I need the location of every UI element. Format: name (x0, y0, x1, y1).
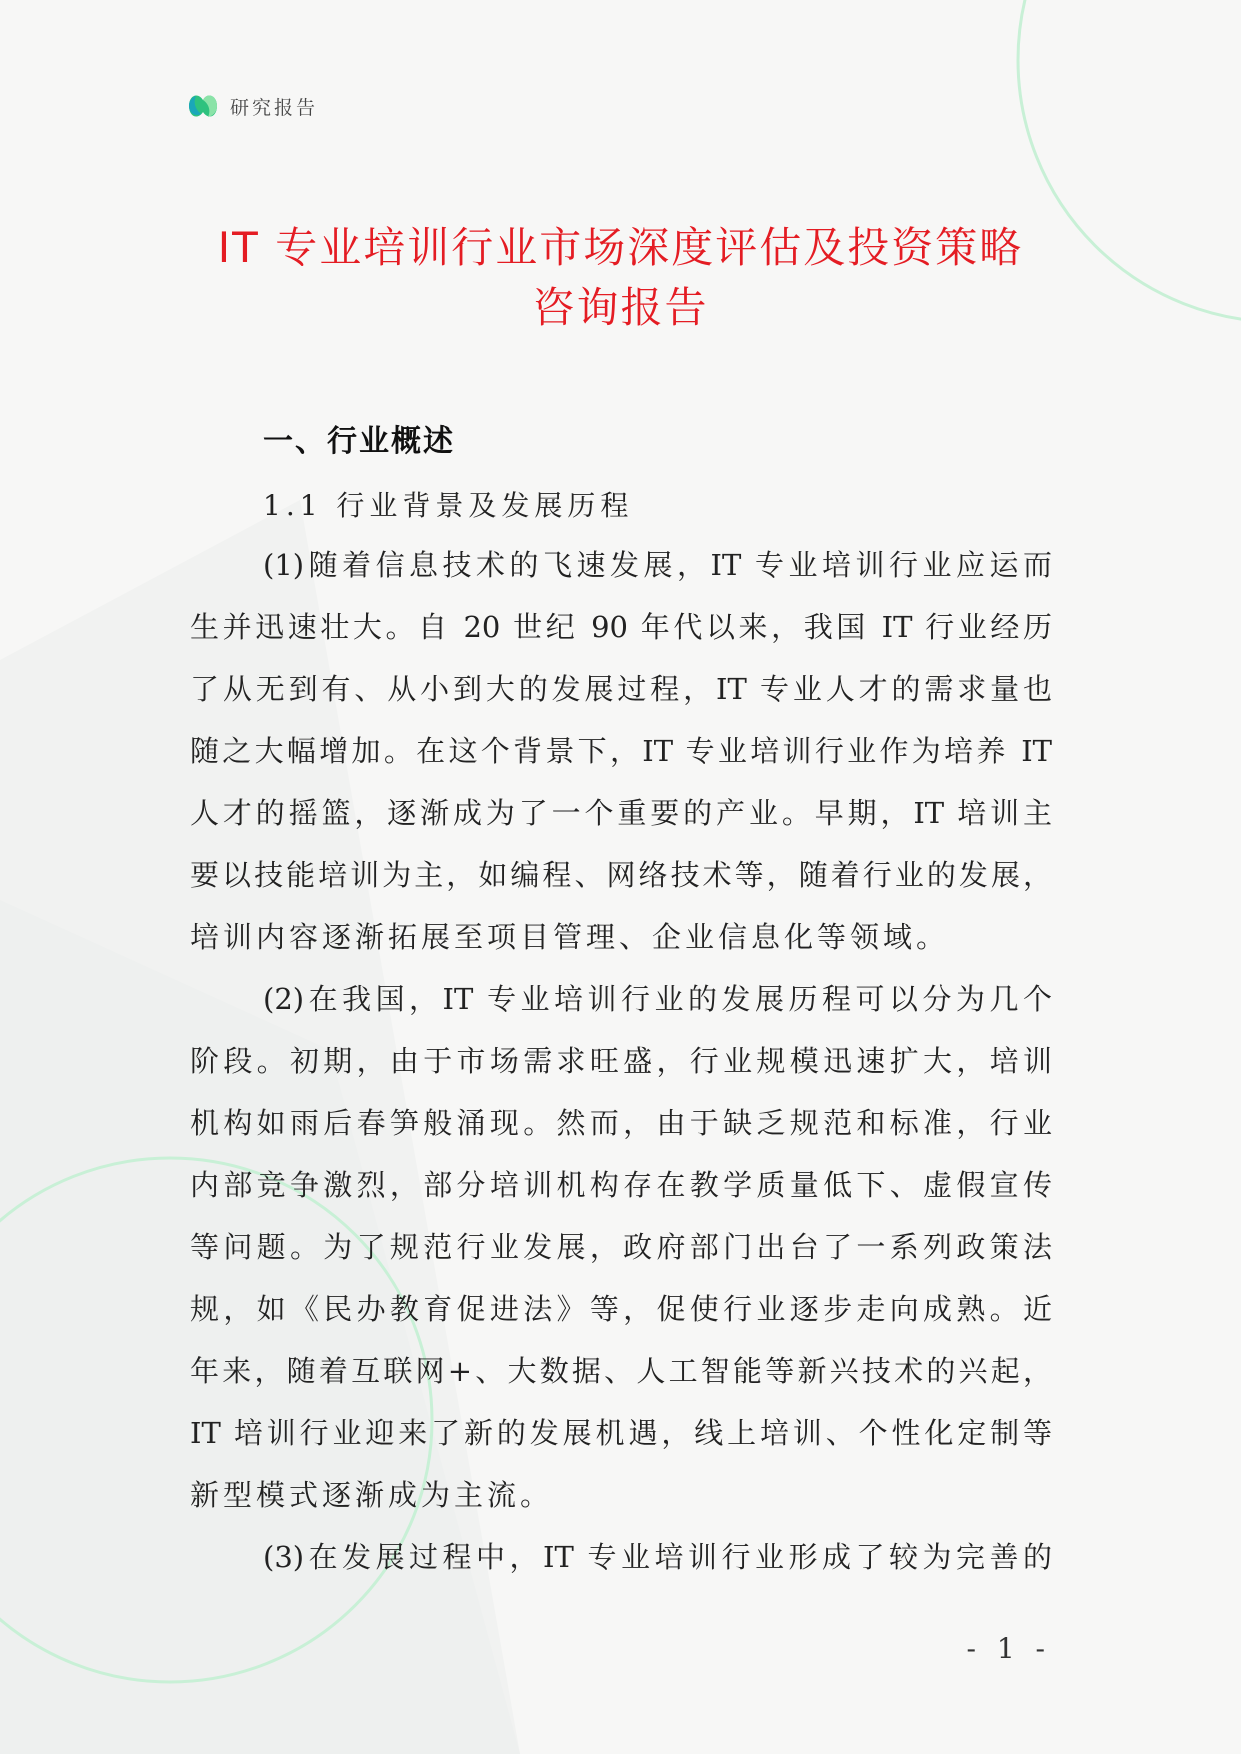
paragraph-line: 等问题。为了规范行业发展，政府部门出台了一系列政策法 (190, 1230, 1052, 1264)
title-line-1: IT 专业培训行业市场深度评估及投资策略 (217, 223, 1024, 272)
paragraph-line: 人才的摇篮，逐渐成为了一个重要的产业。早期，IT 培训主 (190, 796, 1052, 830)
document-title (150, 218, 1091, 338)
paragraph-line: 新型模式逐渐成为主流。 (190, 1478, 554, 1512)
paragraph-line: 机构如雨后春笋般涌现。然而，由于缺乏规范和标准，行业 (190, 1106, 1052, 1140)
title-line-2: 咨询报告 (532, 283, 709, 332)
section-heading: 一、行业概述 (263, 424, 455, 459)
brand-text: 研究报告 (230, 96, 319, 119)
paragraph-line: 年来，随着互联网+、大数据、人工智能等新兴技术的兴起， (190, 1354, 1052, 1388)
paragraph-line: 要以技能培训为主，如编程、网络技术等，随着行业的发展， (190, 858, 1052, 892)
paragraph-line: (2)在我国，IT 专业培训行业的发展历程可以分为几个 (263, 982, 1052, 1016)
paragraph-line: 随之大幅增加。在这个背景下，IT 专业培训行业作为培养 IT (190, 734, 1052, 768)
paragraph-line: 阶段。初期，由于市场需求旺盛，行业规模迅速扩大，培训 (190, 1044, 1052, 1078)
paragraph-line: 规，如《民办教育促进法》等，促使行业逐步走向成熟。近 (190, 1292, 1052, 1326)
paragraph-line: 内部竞争激烈，部分培训机构存在教学质量低下、虚假宣传 (190, 1168, 1052, 1202)
paragraph-line: IT 培训行业迎来了新的发展机遇，线上培训、个性化定制等 (190, 1416, 1052, 1450)
leaf-logo-icon (186, 90, 220, 122)
header-brand (186, 90, 318, 122)
paragraph-line: (1)随着信息技术的飞速发展，IT 专业培训行业应运而 (263, 548, 1052, 582)
paragraph-line: (3)在发展过程中，IT 专业培训行业形成了较为完善的 (263, 1540, 1052, 1574)
page-number: - 1 - (966, 1632, 1051, 1665)
sub-heading: 1.1 行业背景及发展历程 (263, 489, 634, 522)
paragraph-line: 培训内容逐渐拓展至项目管理、企业信息化等领域。 (190, 920, 950, 954)
paragraph-line: 生并迅速壮大。自 20 世纪 90 年代以来，我国 IT 行业经历 (190, 610, 1052, 644)
paragraph-line: 了从无到有、从小到大的发展过程，IT 专业人才的需求量也 (190, 672, 1052, 706)
